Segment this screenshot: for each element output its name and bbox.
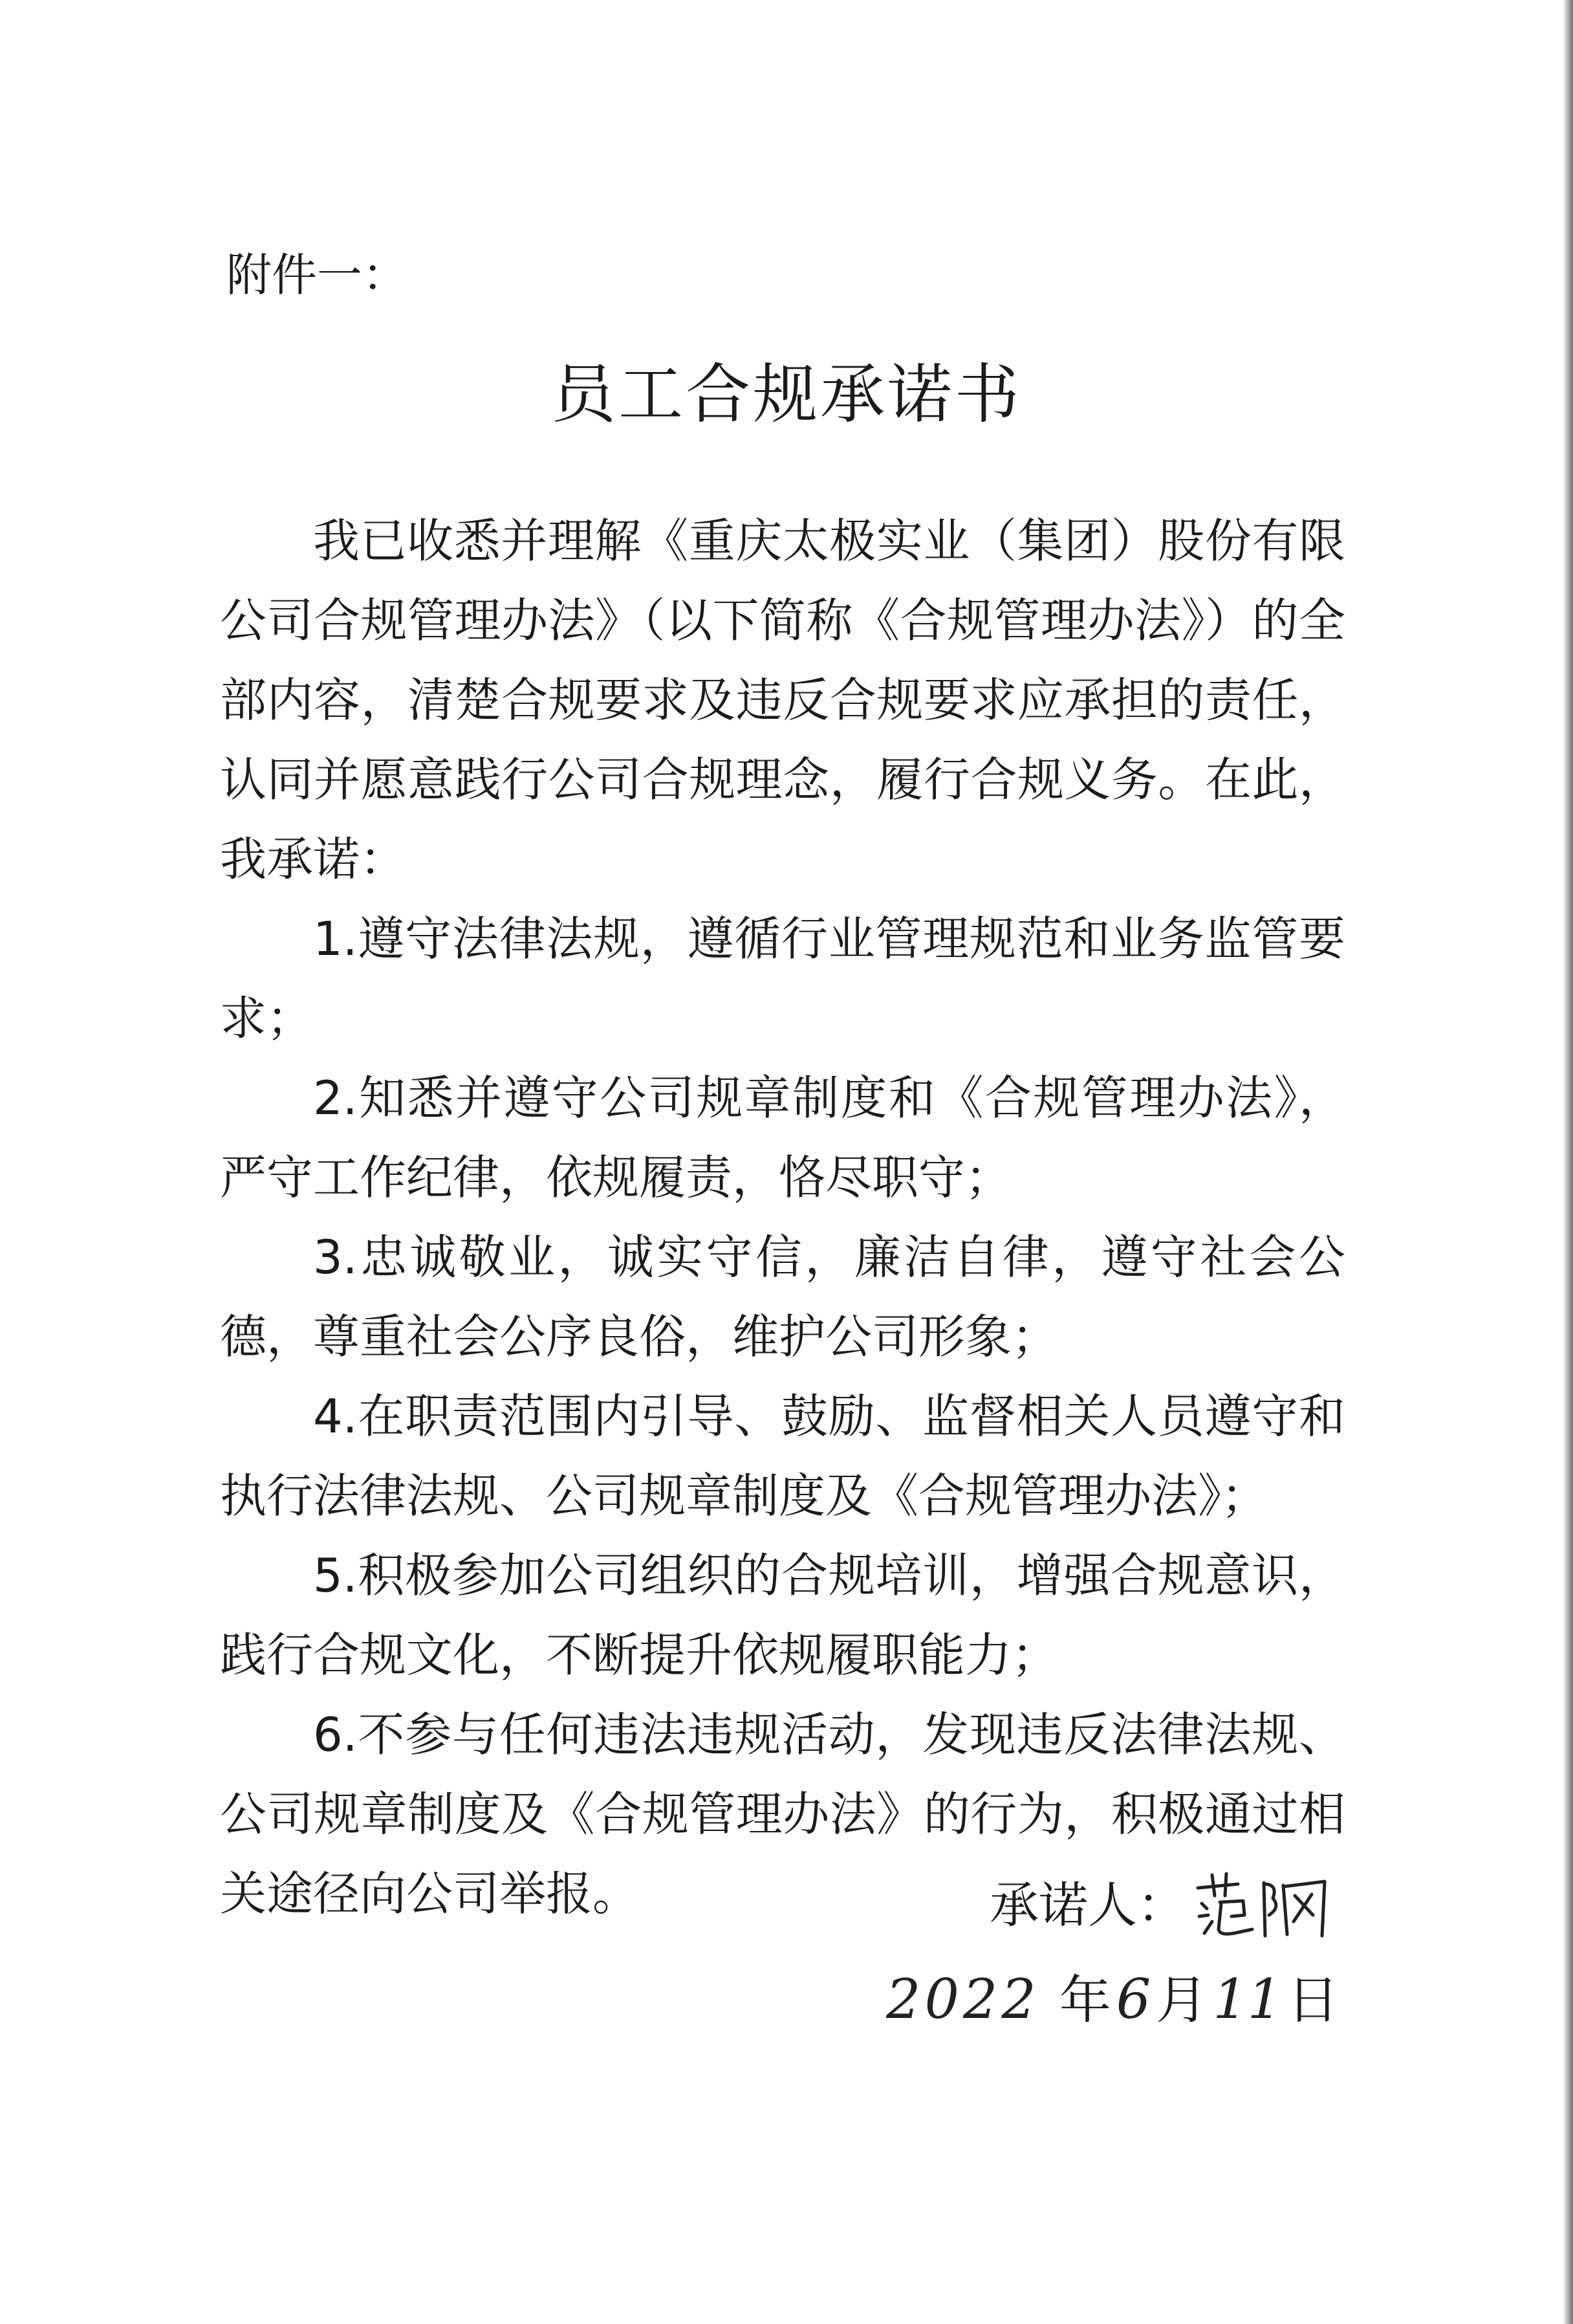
date-line (886, 1960, 1339, 2039)
body-text (220, 501, 1345, 1934)
document-title: 员工合规承诺书 (551, 356, 1022, 432)
commitment-item-1: 1.遵守法律法规，遵循行业管理规范和业务监管要求； (220, 912, 1345, 1046)
commitment-item-6: 6.不参与任何违法违规活动，发现违反法律法规、公司规章制度及《合规管理办法》的行为，积极通过相关途径向公司举报。 (220, 1707, 1345, 1921)
date-day: 11 (1213, 1968, 1283, 2031)
date-day-unit: 日 (1287, 1970, 1340, 2030)
date-month: 6 (1116, 1968, 1151, 2031)
date-month-unit: 月 (1156, 1970, 1208, 2030)
commitment-item-2: 2.知悉并遵守公司规章制度和《合规管理办法》，严守工作纪律，依规履责，恪尽职守； (220, 1071, 1345, 1205)
attachment-label: 附件一： (226, 248, 407, 301)
signer-label: 承诺人： (990, 1876, 1186, 1934)
scan-shadow-edge (1563, 0, 1573, 2324)
commitment-item-3: 3.忠诚敬业，诚实守信，廉洁自律，遵守社会公德，尊重社会公序良俗，维护公司形象； (220, 1230, 1345, 1364)
date-year-unit: 年 (1059, 1970, 1111, 2030)
commitment-item-4: 4.在职责范围内引导、鼓励、监督相关人员遵守和执行法律法规、公司规章制度及《合规管理办法》； (220, 1389, 1345, 1523)
handwritten-signature (1193, 1870, 1335, 1941)
signer-line (990, 1870, 1335, 1941)
date-year: 2022 (886, 1968, 1040, 2031)
commitment-item-5: 5.积极参加公司组织的合规培训，增强合规意识，践行合规文化，不断提升依规履职能力； (220, 1548, 1345, 1682)
intro-paragraph: 我已收悉并理解《重庆太极实业（集团）股份有限公司合规管理办法》（以下简称《合规管理办法》）的全部内容，清楚合规要求及违反合规要求应承担的责任，认同并愿意践行公司合规理念，履行合规义务。在此，我承诺： (220, 514, 1345, 886)
